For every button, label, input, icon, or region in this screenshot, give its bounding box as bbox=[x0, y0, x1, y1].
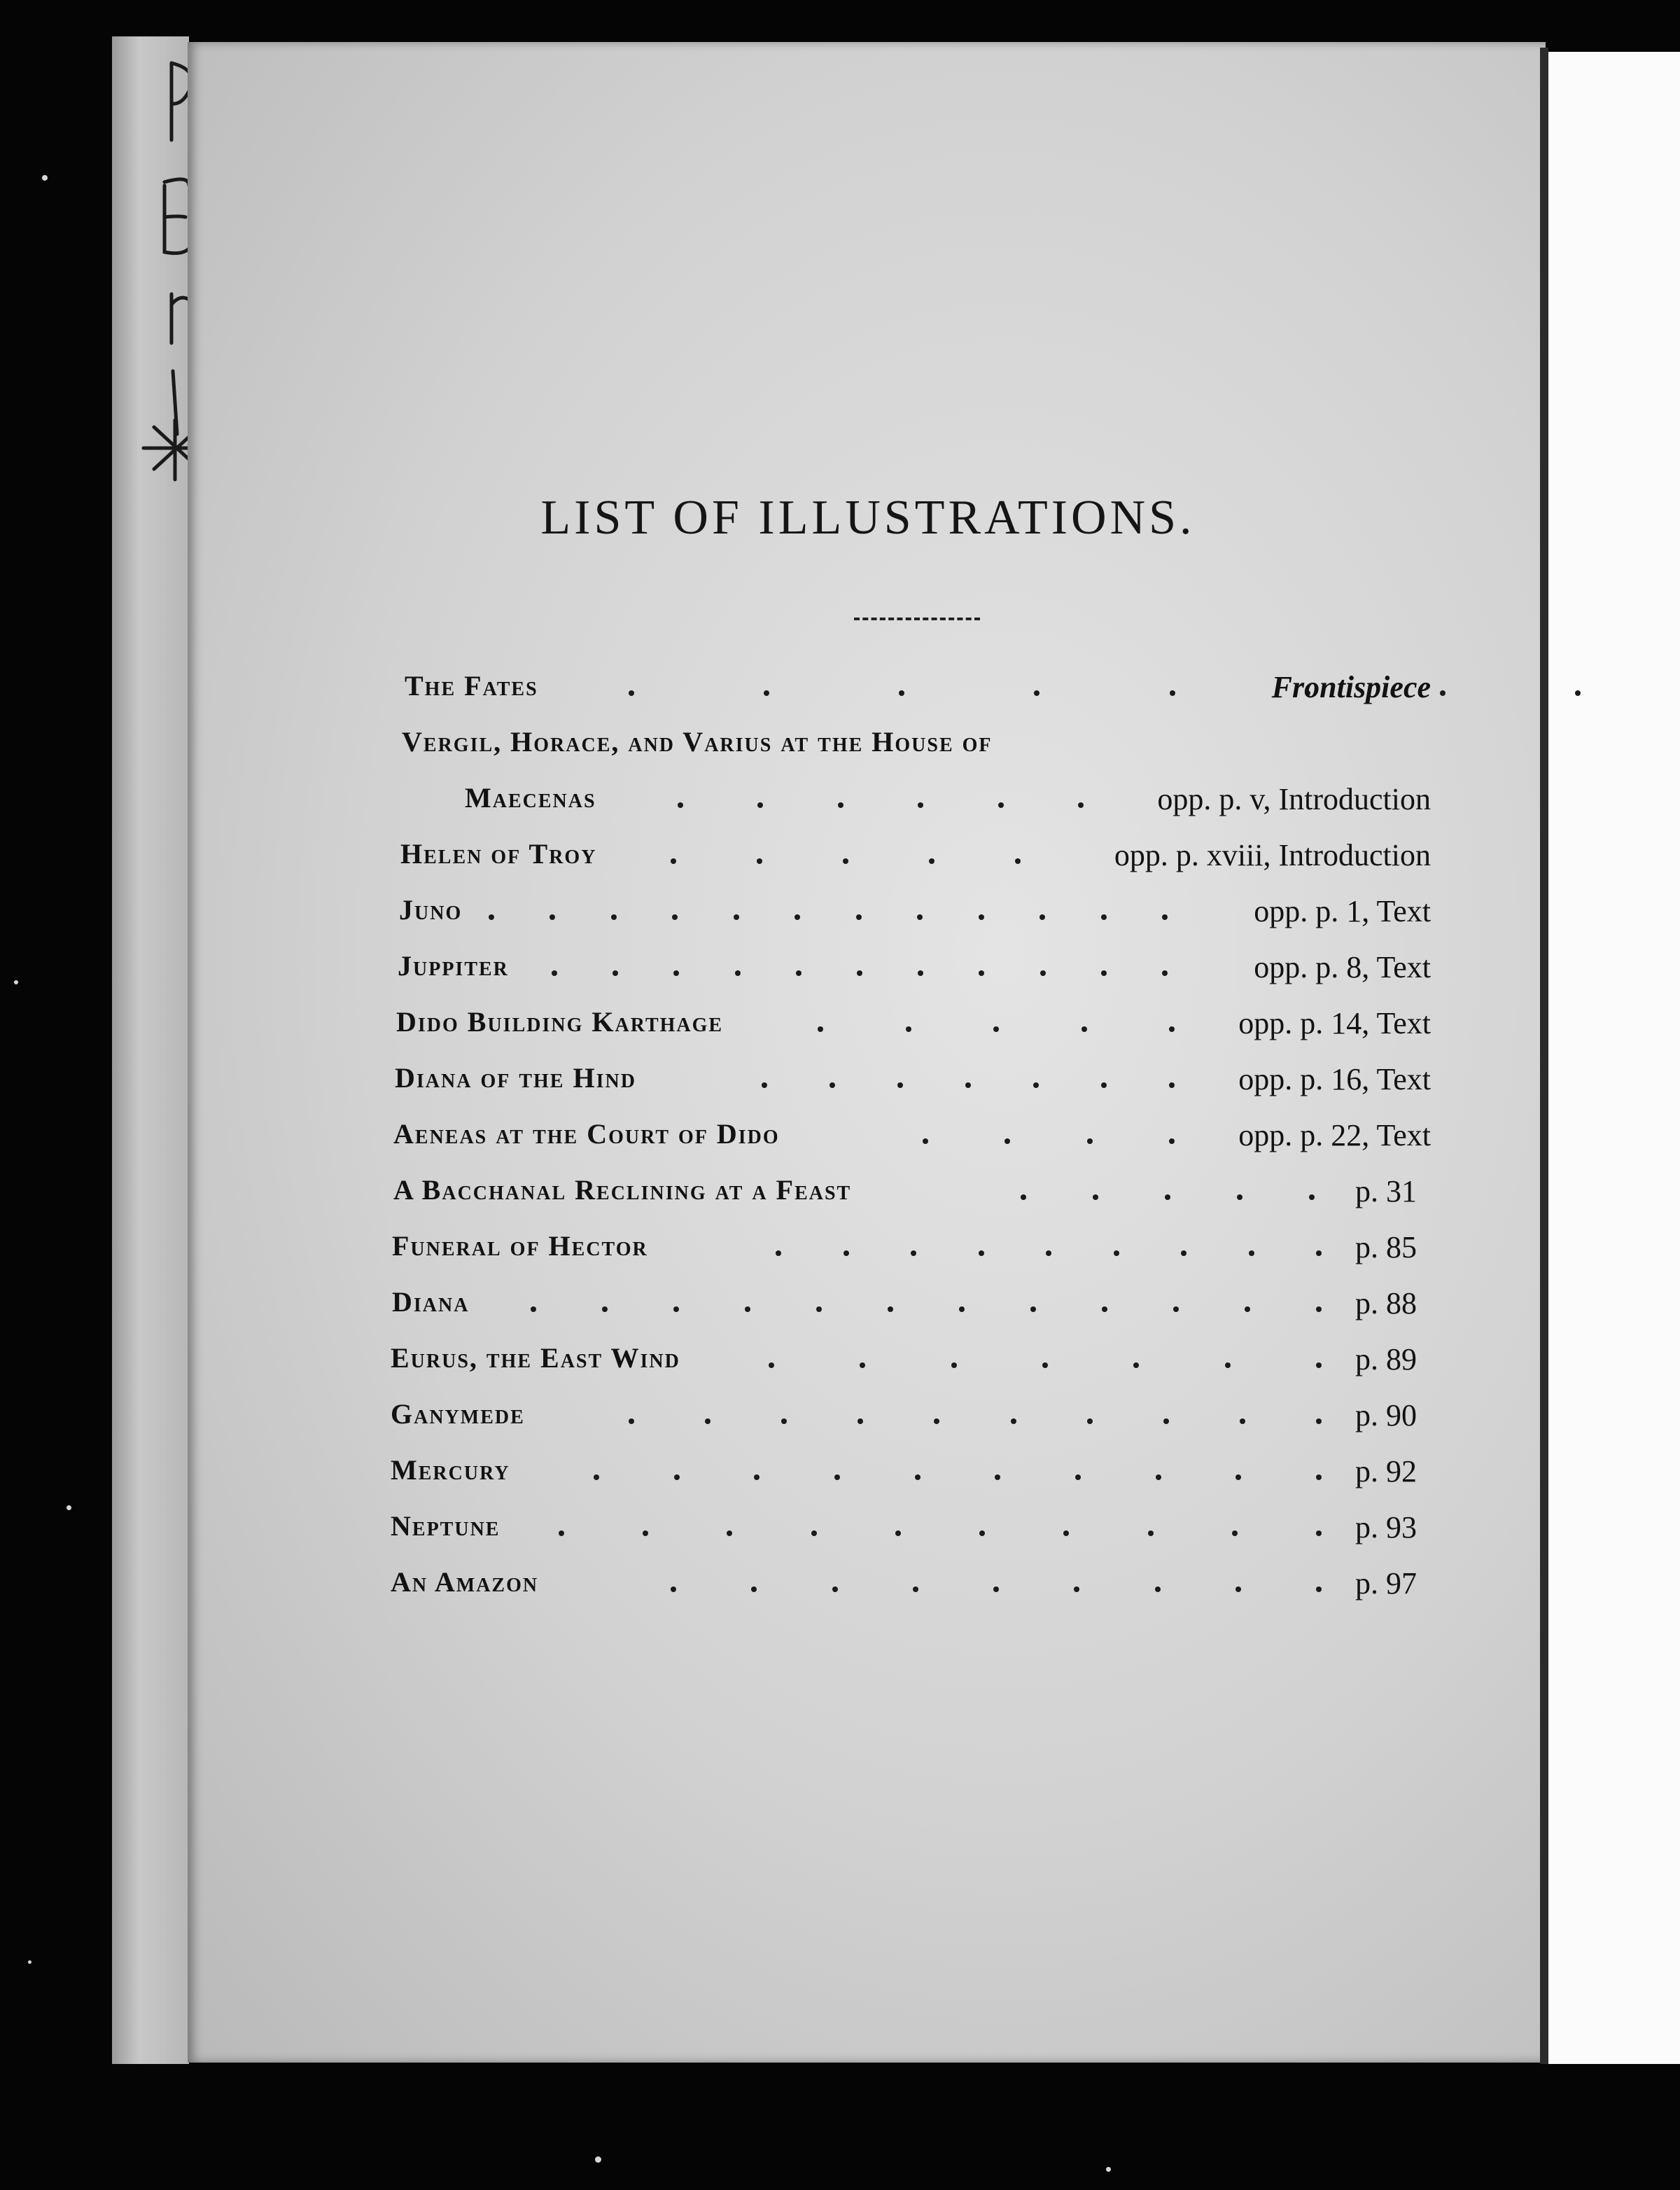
leader-dot bbox=[672, 914, 678, 920]
illustration-title: A Bacchanal Reclining at a Feast bbox=[393, 1174, 852, 1206]
leader-dot bbox=[727, 1530, 732, 1536]
leader-dot bbox=[1093, 1194, 1098, 1200]
leader-dot bbox=[1236, 1474, 1241, 1480]
leader-dot bbox=[1074, 1586, 1079, 1592]
illustration-title: Maecenas bbox=[465, 782, 596, 814]
leader-dot bbox=[762, 1082, 767, 1088]
page-reference: opp. p. 14, Text bbox=[1238, 1006, 1431, 1040]
page-reference: opp. p. 8, Text bbox=[1254, 950, 1431, 984]
page-reference: p. 93 bbox=[1355, 1510, 1417, 1544]
list-item bbox=[391, 1393, 1441, 1449]
illustration-title: Helen of Troy bbox=[400, 838, 597, 870]
leader-dot bbox=[1170, 690, 1175, 696]
leader-dot bbox=[899, 690, 904, 696]
leader-dot bbox=[832, 1586, 838, 1592]
page-reference: p. 92 bbox=[1355, 1454, 1417, 1488]
leader-dot bbox=[830, 1082, 835, 1088]
dot-leader bbox=[818, 1026, 1175, 1032]
leader-dot bbox=[1155, 1586, 1161, 1592]
leader-dot bbox=[776, 1250, 781, 1256]
leader-dot bbox=[951, 1362, 957, 1368]
list-item bbox=[391, 1225, 1441, 1281]
dot-leader bbox=[678, 802, 1084, 808]
leader-dot bbox=[594, 1474, 599, 1480]
dot-leader bbox=[559, 1530, 1322, 1536]
leader-dot bbox=[629, 690, 634, 696]
leader-dot bbox=[612, 970, 618, 976]
page-reference: opp. p. v, Introduction bbox=[1157, 782, 1431, 816]
leader-dot bbox=[923, 1138, 928, 1144]
leader-dot bbox=[979, 1250, 984, 1256]
leader-dot bbox=[552, 970, 557, 976]
leader-dot bbox=[918, 970, 923, 976]
list-item bbox=[391, 945, 1441, 1001]
leader-dot bbox=[979, 914, 984, 920]
leader-dot bbox=[1232, 1530, 1238, 1536]
leader-dot bbox=[673, 1306, 679, 1312]
illustration-title: Dido Building Karthage bbox=[396, 1006, 724, 1038]
page-reference: opp. p. 1, Text bbox=[1254, 894, 1431, 928]
leader-dot bbox=[1040, 914, 1045, 920]
leader-dot bbox=[1162, 970, 1168, 976]
leader-dot bbox=[911, 1250, 916, 1256]
illustration-title: Aeneas at the Court of Dido bbox=[393, 1118, 780, 1150]
illustration-title: Diana of the Hind bbox=[395, 1062, 636, 1094]
dot-leader bbox=[671, 1586, 1322, 1592]
dot-leader bbox=[1021, 1194, 1315, 1200]
list-item bbox=[391, 1561, 1441, 1617]
leader-dot bbox=[489, 914, 494, 920]
page-gutter bbox=[1540, 48, 1548, 2064]
list-item bbox=[391, 1113, 1441, 1169]
leader-dot bbox=[531, 1306, 536, 1312]
leader-dot bbox=[1316, 1418, 1322, 1424]
leader-dot bbox=[929, 858, 934, 864]
illustration-title: Juno bbox=[399, 894, 463, 926]
leader-dot bbox=[1102, 1306, 1107, 1312]
leader-dot bbox=[1316, 1474, 1322, 1480]
leader-dot bbox=[913, 1586, 918, 1592]
leader-dot bbox=[734, 914, 739, 920]
leader-dot bbox=[1240, 1418, 1245, 1424]
illustrations-list bbox=[391, 665, 1441, 1617]
leader-dot bbox=[1309, 1194, 1315, 1200]
leader-dot bbox=[843, 858, 848, 864]
dot-leader bbox=[762, 1082, 1175, 1088]
dot-leader bbox=[769, 1362, 1322, 1368]
leader-dot bbox=[1030, 1306, 1036, 1312]
leader-dot bbox=[1101, 914, 1107, 920]
dust-speck bbox=[14, 980, 18, 984]
leader-dot bbox=[1148, 1530, 1154, 1536]
leader-dot bbox=[1042, 1362, 1048, 1368]
dot-leader bbox=[552, 970, 1168, 976]
leader-dot bbox=[1245, 1306, 1250, 1312]
leader-dot bbox=[1225, 1362, 1231, 1368]
leader-dot bbox=[1021, 1194, 1026, 1200]
leader-dot bbox=[895, 1530, 901, 1536]
page-reference: p. 31 bbox=[1355, 1174, 1417, 1208]
dot-leader bbox=[489, 914, 1168, 920]
leader-dot bbox=[1440, 690, 1446, 696]
dot-leader bbox=[594, 1474, 1322, 1480]
page-reference: opp. p. 16, Text bbox=[1238, 1062, 1431, 1096]
leader-dot bbox=[673, 970, 679, 976]
leader-dot bbox=[860, 1362, 865, 1368]
leader-dot bbox=[1169, 1138, 1175, 1144]
leader-dot bbox=[1082, 1026, 1087, 1032]
list-item bbox=[391, 889, 1441, 945]
leader-dot bbox=[1063, 1530, 1069, 1536]
leader-dot bbox=[1316, 1362, 1322, 1368]
leader-dot bbox=[757, 858, 762, 864]
illustration-title: An Amazon bbox=[391, 1566, 539, 1598]
leader-dot bbox=[1156, 1474, 1161, 1480]
list-item bbox=[391, 833, 1441, 889]
illustration-title: Diana bbox=[392, 1286, 470, 1318]
leader-dot bbox=[993, 1026, 999, 1032]
leader-dot bbox=[757, 802, 763, 808]
list-item bbox=[391, 665, 1441, 721]
leader-dot bbox=[998, 802, 1004, 808]
list-item bbox=[391, 1449, 1441, 1505]
leader-dot bbox=[550, 914, 555, 920]
leader-dot bbox=[1181, 1250, 1186, 1256]
dot-leader bbox=[531, 1306, 1322, 1312]
list-item bbox=[391, 777, 1441, 833]
leader-dot bbox=[769, 1362, 774, 1368]
list-item bbox=[391, 721, 1441, 777]
leader-dot bbox=[858, 1418, 863, 1424]
page-title: LIST OF ILLUSTRATIONS. bbox=[540, 491, 1196, 545]
dust-speck bbox=[1106, 2167, 1111, 2172]
dust-speck bbox=[66, 1505, 71, 1510]
leader-dot bbox=[816, 1306, 822, 1312]
leader-dot bbox=[751, 1586, 757, 1592]
dust-speck bbox=[42, 175, 48, 181]
list-item bbox=[391, 1057, 1441, 1113]
illustration-title: Neptune bbox=[391, 1510, 500, 1542]
page-reference: p. 88 bbox=[1355, 1286, 1417, 1320]
page-reference: p. 97 bbox=[1355, 1566, 1417, 1600]
leader-dot bbox=[834, 1474, 840, 1480]
leader-dot bbox=[1040, 970, 1046, 976]
dot-leader bbox=[629, 690, 1581, 696]
leader-dot bbox=[1316, 1530, 1322, 1536]
leader-dot bbox=[629, 1418, 634, 1424]
leader-dot bbox=[781, 1418, 787, 1424]
leader-dot bbox=[965, 1082, 971, 1088]
page-reference: opp. p. xviii, Introduction bbox=[1114, 838, 1431, 872]
list-item bbox=[391, 1337, 1441, 1393]
dot-leader bbox=[671, 858, 1021, 864]
leader-dot bbox=[934, 1418, 939, 1424]
illustration-title: Eurus, the East Wind bbox=[391, 1342, 680, 1374]
leader-dot bbox=[906, 1026, 911, 1032]
leader-dot bbox=[1249, 1250, 1254, 1256]
leader-dot bbox=[671, 1586, 676, 1592]
leader-dot bbox=[1162, 914, 1168, 920]
leader-dot bbox=[1114, 1250, 1119, 1256]
illustration-title: Vergil, Horace, and Varius at the House of bbox=[402, 726, 993, 758]
list-item bbox=[391, 1281, 1441, 1337]
leader-dot bbox=[794, 914, 800, 920]
leader-dot bbox=[979, 970, 984, 976]
leader-dot bbox=[888, 1306, 893, 1312]
leader-dot bbox=[979, 1530, 985, 1536]
leader-dot bbox=[1173, 1306, 1179, 1312]
dust-speck bbox=[28, 1960, 31, 1964]
leader-dot bbox=[1101, 970, 1107, 976]
leader-dot bbox=[844, 1250, 849, 1256]
leader-dot bbox=[1316, 1250, 1322, 1256]
leader-dot bbox=[1133, 1362, 1139, 1368]
leader-dot bbox=[1316, 1586, 1322, 1592]
leader-dot bbox=[678, 802, 683, 808]
leader-dot bbox=[559, 1530, 564, 1536]
leader-dot bbox=[1075, 1474, 1081, 1480]
leader-dot bbox=[818, 1026, 823, 1032]
page-reference: Frontispiece bbox=[1271, 670, 1431, 704]
page-reference: p. 89 bbox=[1355, 1342, 1417, 1376]
leader-dot bbox=[1165, 1194, 1170, 1200]
dot-leader bbox=[776, 1250, 1322, 1256]
leader-dot bbox=[1087, 1418, 1093, 1424]
leader-dot bbox=[602, 1306, 608, 1312]
leader-dot bbox=[838, 802, 844, 808]
leader-dot bbox=[1575, 690, 1581, 696]
leader-dot bbox=[857, 970, 862, 976]
leader-dot bbox=[643, 1530, 648, 1536]
leader-dot bbox=[1169, 1082, 1175, 1088]
leader-dot bbox=[735, 970, 741, 976]
leader-dot bbox=[1004, 1138, 1010, 1144]
leader-dot bbox=[917, 914, 923, 920]
leader-dot bbox=[856, 914, 862, 920]
leader-dot bbox=[1078, 802, 1084, 808]
leader-dot bbox=[1316, 1306, 1322, 1312]
leader-dot bbox=[671, 858, 676, 864]
illustration-title: Funeral of Hector bbox=[392, 1230, 648, 1262]
illustration-title: Mercury bbox=[391, 1454, 510, 1486]
leader-dot bbox=[1034, 690, 1040, 696]
leader-dot bbox=[915, 1474, 920, 1480]
illustration-title: The Fates bbox=[405, 670, 538, 702]
leader-dot bbox=[764, 690, 769, 696]
leader-dot bbox=[1101, 1082, 1107, 1088]
leader-dot bbox=[1011, 1418, 1016, 1424]
illustration-title: Ganymede bbox=[391, 1398, 525, 1430]
list-item bbox=[391, 1169, 1441, 1225]
leader-dot bbox=[897, 1082, 903, 1088]
leader-dot bbox=[993, 1586, 999, 1592]
leader-dot bbox=[1237, 1194, 1242, 1200]
leader-dot bbox=[745, 1306, 750, 1312]
leader-dot bbox=[705, 1418, 710, 1424]
page-reference: opp. p. 22, Text bbox=[1238, 1118, 1431, 1152]
leader-dot bbox=[959, 1306, 965, 1312]
leader-dot bbox=[1033, 1082, 1039, 1088]
leader-dot bbox=[995, 1474, 1000, 1480]
leader-dot bbox=[1169, 1026, 1175, 1032]
leader-dot bbox=[1087, 1138, 1093, 1144]
list-item bbox=[391, 1505, 1441, 1561]
title-rule bbox=[854, 618, 980, 620]
leader-dot bbox=[811, 1530, 817, 1536]
adjacent-page bbox=[1548, 52, 1680, 2064]
leader-dot bbox=[1015, 858, 1021, 864]
dot-leader bbox=[629, 1418, 1322, 1424]
leader-dot bbox=[796, 970, 802, 976]
list-item bbox=[391, 1001, 1441, 1057]
page-reference: p. 85 bbox=[1355, 1230, 1417, 1264]
leader-dot bbox=[611, 914, 617, 920]
dot-leader bbox=[923, 1138, 1175, 1144]
leader-dot bbox=[1046, 1250, 1051, 1256]
leader-dot bbox=[918, 802, 923, 808]
leader-dot bbox=[674, 1474, 680, 1480]
illustration-title: Juppiter bbox=[398, 950, 509, 982]
leader-dot bbox=[754, 1474, 760, 1480]
leader-dot bbox=[1236, 1586, 1241, 1592]
page-reference: p. 90 bbox=[1355, 1398, 1417, 1432]
leader-dot bbox=[1163, 1418, 1169, 1424]
dust-speck bbox=[595, 2156, 601, 2163]
